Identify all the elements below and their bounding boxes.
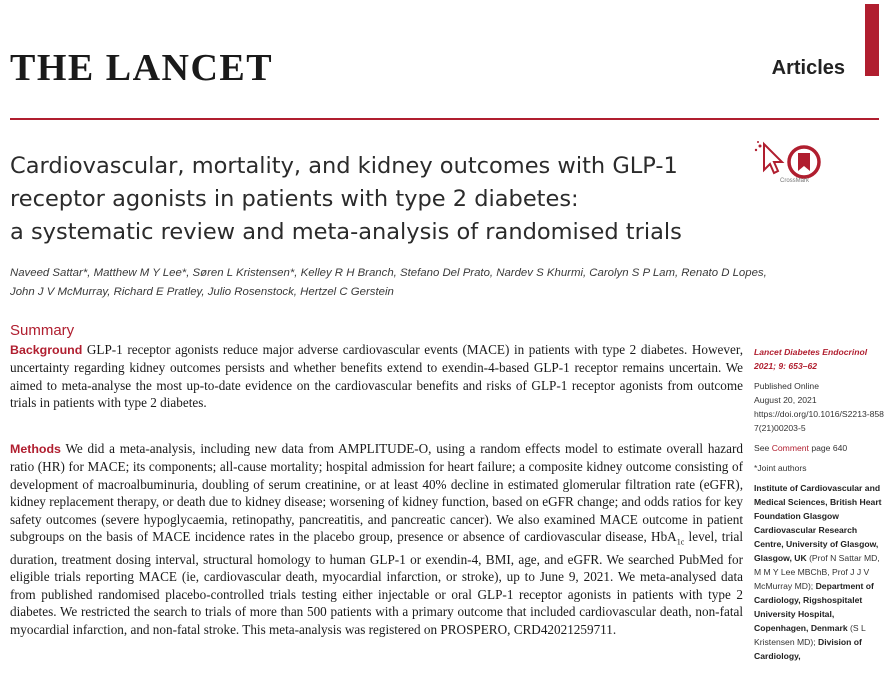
see-prefix: See — [754, 443, 772, 453]
citation: Lancet Diabetes Endocrinol 2021; 9: 653–62 — [754, 347, 868, 371]
joint-authors-note: *Joint authors — [754, 463, 807, 473]
author-line: Naveed Sattar*, Matthew M Y Lee*, Søren L Kristensen*, Kelley R H Branch, Stefano Del Prato, Nardev S Khurmi, Carolyn S P Lam, Renato D Lopes, — [10, 267, 767, 279]
background-paragraph — [10, 341, 743, 412]
institution-1: Institute of Cardiovascular and Medical Sciences, British Heart Foundation Glasgow Cardiovascular Research Centre, University of Glasgow, Glasgow, UK — [754, 483, 882, 563]
title-line: a systematic review and meta-analysis of randomised trials — [10, 219, 682, 245]
header-rule — [10, 118, 879, 120]
published-date: August 20, 2021 — [754, 395, 817, 405]
methods-text: We did a meta-analysis, including new data from AMPLITUDE-O, using a random effects model to estimate overall hazard ratio (HR) for MACE; its components; all-cause mortality; hospital admission for heart failure; a composite kidney outcome consisting of development of macroalbuminuria, doubling of serum creatinine, or at least 40% decline in estimated glomerular filtration rate (eGFR), kidney replacement therapy, or death due to kidney disease; worsening of kidney function, based on eGFR change; and odds ratios for key safety outcomes (severe hypoglycaemia, retinopathy, pancreatitis, and pancreatic cancer). We also examined MACE outcome in patient subgroups on the basis of MACE incidence rates in the placebo group, presence or absence of cardiovascular disease, HbA — [10, 441, 743, 545]
affiliation-1: (Prof N Sattar MD, M M Y Lee MBChB, Prof J J V McMurray MD); — [754, 553, 880, 591]
institution-2: Department of Cardiology, Rigshospitalet University Hospital, Copenhagen, Denmark — [754, 581, 874, 633]
background-label: Background — [10, 343, 83, 357]
crossmark-label: CrossMark — [780, 178, 810, 184]
institution-3: Division of Cardiology, — [754, 637, 862, 661]
title-line: Cardiovascular, mortality, and kidney outcomes with GLP-1 — [10, 153, 678, 179]
summary-heading: Summary — [10, 322, 75, 339]
journal-title: THE LANCET — [10, 47, 274, 89]
doi-link[interactable]: https://doi.org/10.1016/S2213-8587(21)00203-5 — [754, 409, 884, 433]
background-text: GLP-1 receptor agonists reduce major adverse cardiovascular events (MACE) in patients with type 2 diabetes. However, uncertainty regarding kidney outcomes persists and whether benefits extend to exendin-4-based GLP-1 receptor remains uncertain. We aimed to meta-analyse the most up-to-date evidence on the cardiovascular benefits and risks of GLP-1 receptor agonists from outcome trials in patients with type 2 diabetes. — [10, 342, 743, 411]
section-label: Articles — [771, 57, 845, 79]
methods-label: Methods — [10, 442, 61, 456]
methods-text-cont: level, trial duration, treatment dosing interval, structural homology to human GLP-1 or exendin-4, BMI, age, and eGFR. We searched PubMed for eligible trials reporting MACE (ie, cardiovascular death, myocardial infarction, or stroke), up to June 9, 2021. We meta-analysed data from published randomised placebo-controlled trials testing either injectable or oral GLP-1 receptor agonists in patients with type 2 diabetes. We restricted the search to trials of more than 500 patients with a primary outcome that included cardiovascular death, non-fatal myocardial infarction, and non-fatal stroke. This meta-analysis was registered on PROSPERO, CRD42021259711. — [10, 529, 743, 637]
article-title — [10, 150, 730, 249]
affiliation-2: (S L Kristensen MD); — [754, 623, 866, 647]
author-line: John J V McMurray, Richard E Pratley, Julio Rosenstock, Hertzel C Gerstein — [10, 286, 394, 298]
publication-info — [754, 379, 886, 435]
hba1c-subscript: 1c — [676, 537, 685, 547]
author-list — [10, 264, 767, 302]
comment-link[interactable]: Comment — [771, 443, 809, 453]
comment-ref — [754, 441, 886, 455]
article-sidebar — [754, 345, 886, 669]
title-line: receptor agonists in patients with type 2 diabetes: — [10, 186, 579, 212]
methods-paragraph — [10, 440, 743, 638]
accent-bar — [865, 4, 879, 76]
affiliations — [754, 481, 886, 663]
comment-page: page 640 — [808, 443, 848, 453]
published-label: Published Online — [754, 381, 819, 391]
